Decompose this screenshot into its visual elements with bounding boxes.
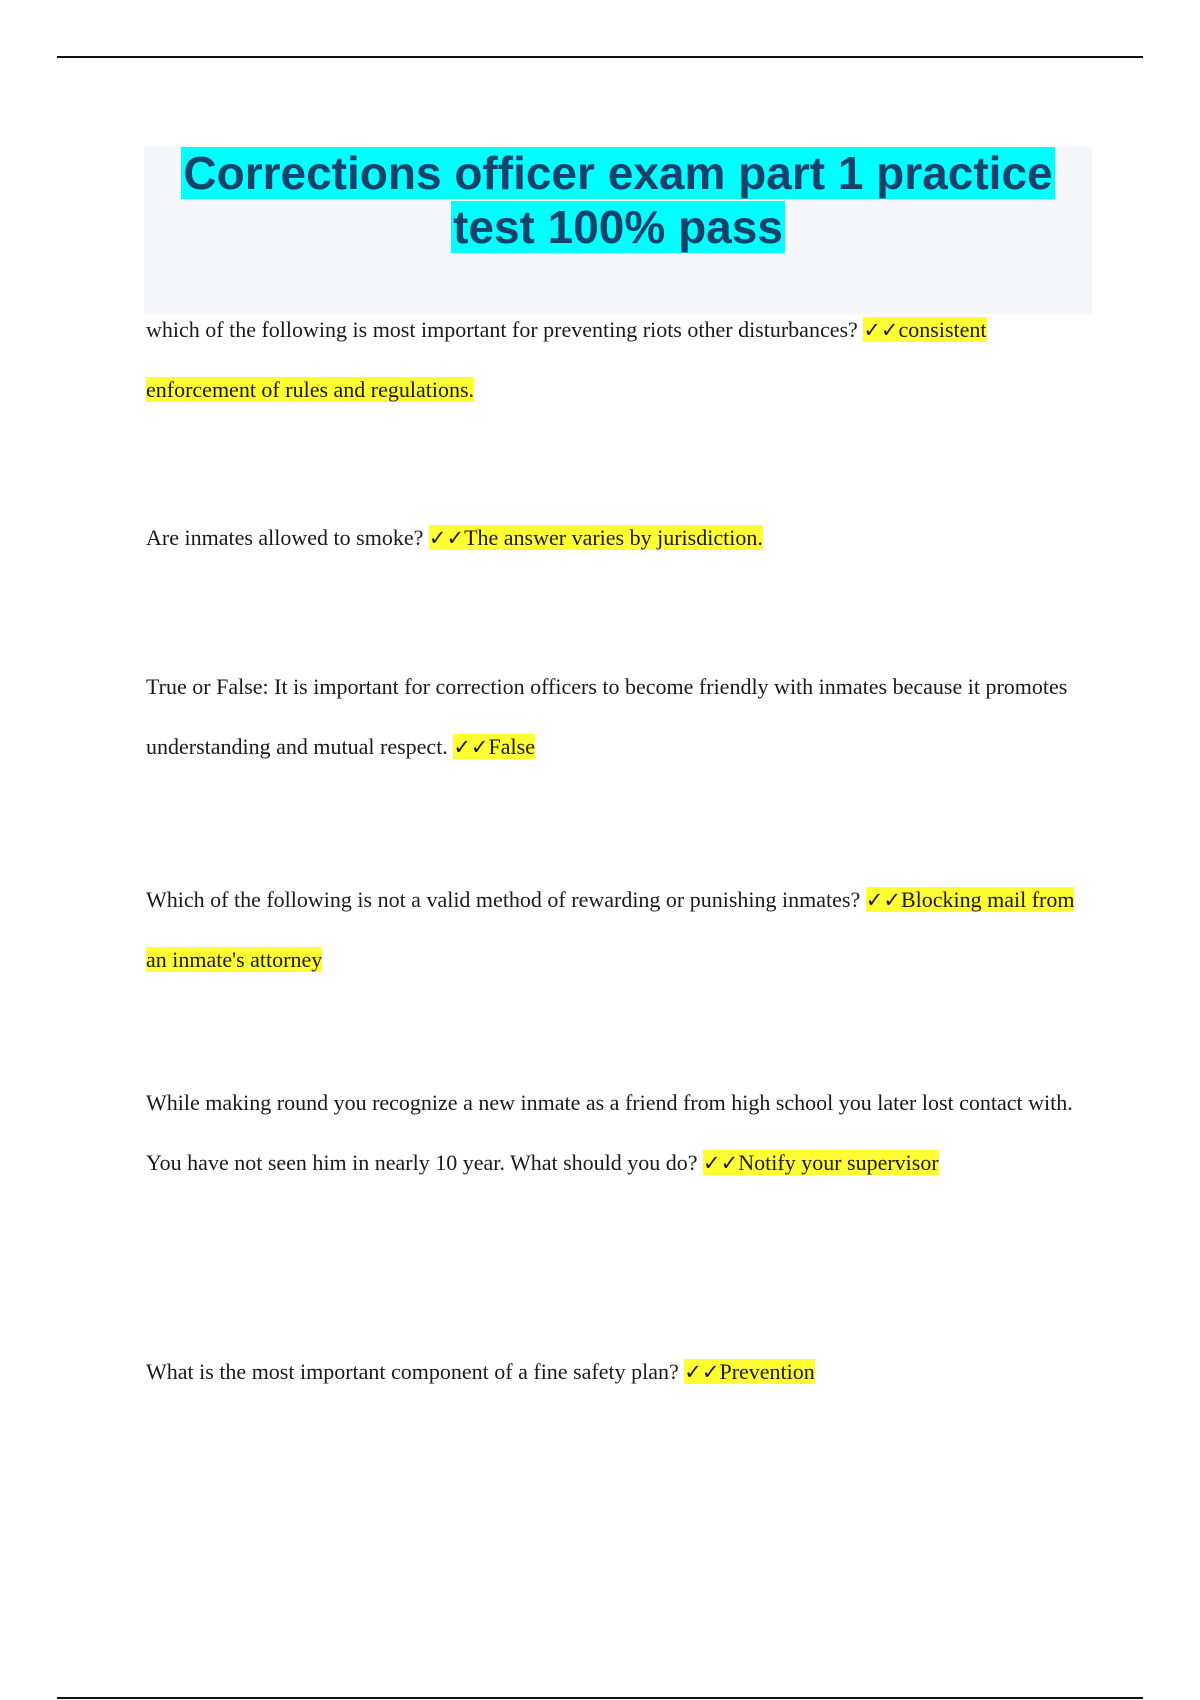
double-check-icon: ✓✓ — [865, 888, 901, 912]
answer-text: Notify your supervisor — [738, 1150, 939, 1175]
question-text: which of the following is most important for preventing riots other disturbances? — [146, 317, 858, 342]
page-title — [144, 146, 1092, 254]
top-rule — [57, 56, 1143, 58]
qa-item — [146, 508, 1086, 568]
question-text: Are inmates allowed to smoke? — [146, 525, 424, 550]
bottom-rule — [57, 1697, 1143, 1699]
answer-text: False — [488, 734, 535, 759]
answer-highlight — [703, 1150, 939, 1175]
qa-item — [146, 870, 1086, 990]
question-text: What is the most important component of a fine safety plan? — [146, 1359, 679, 1384]
qa-item — [146, 1342, 1086, 1402]
double-check-icon: ✓✓ — [453, 735, 489, 759]
question-text: While making round you recognize a new inmate as a friend from high school you later lost contact with. You have not seen him in nearly 10 year. What should you do? — [146, 1090, 1073, 1175]
answer-text: Blocking mail from an inmate's attorney — [146, 887, 1075, 972]
question-text: Which of the following is not a valid method of rewarding or punishing inmates? — [146, 887, 861, 912]
answer-highlight — [453, 734, 535, 759]
double-check-icon: ✓✓ — [863, 318, 899, 342]
answer-text: consistent enforcement of rules and regulations. — [146, 317, 987, 402]
answer-text: The answer varies by jurisdiction. — [464, 525, 763, 550]
question-text: True or False: It is important for correction officers to become friendly with inmates because it promotes understanding and mutual respect. — [146, 674, 1068, 759]
title-block — [144, 146, 1092, 314]
double-check-icon: ✓✓ — [684, 1360, 720, 1384]
qa-item — [146, 657, 1086, 777]
answer-highlight — [684, 1359, 815, 1384]
qa-item — [146, 1073, 1086, 1193]
double-check-icon: ✓✓ — [428, 526, 465, 550]
qa-item — [146, 300, 1086, 420]
answer-text: Prevention — [719, 1359, 815, 1384]
double-check-icon: ✓✓ — [703, 1151, 739, 1175]
answer-highlight — [429, 525, 763, 550]
title-highlight: Corrections officer exam part 1 practice test 100% pass — [183, 147, 1053, 253]
